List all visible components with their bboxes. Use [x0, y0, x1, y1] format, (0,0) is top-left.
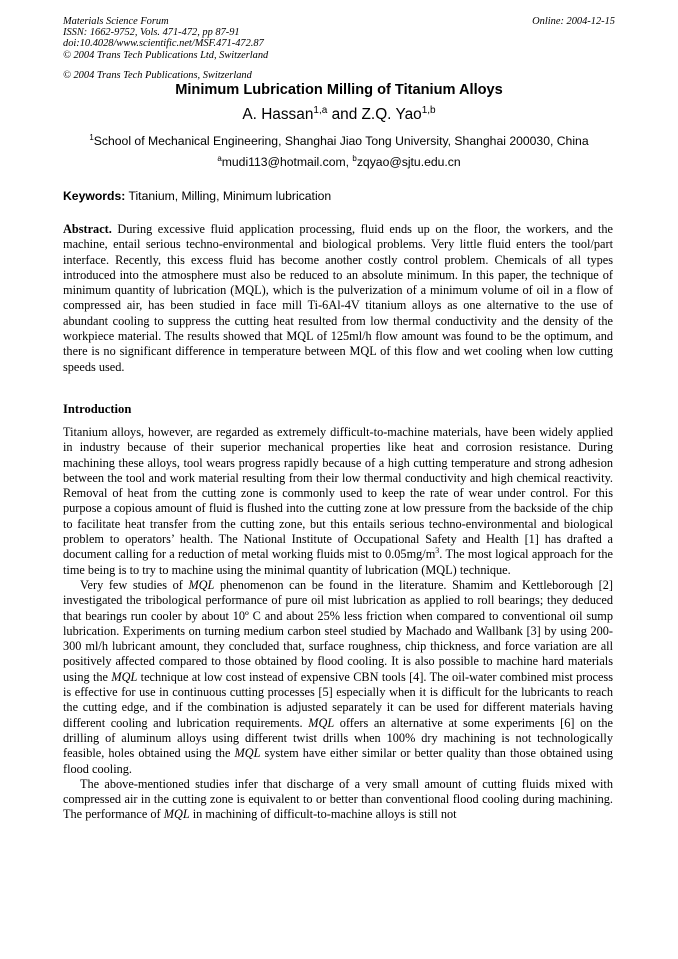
mql-term: MQL [111, 669, 138, 684]
abstract-text: During excessive fluid application processing, fluid ends up on the floor, the workers, and the machine, entail serious techno-environmental and biological problems. Very little fluid enters the tool/part interface. Recently, this excess fluid has become another costly control problem. Chemicals of all types introduced into the atmosphere must also be reduced to an absolute minimum. In this paper, the technique of minimum quantity of lubrication (MQL), which is the pulverization of a minimum volume of oil in a flow of compressed air, has been studied in face mill Ti-6Al-4V titanium alloys as one alternative to the use of abundant cooling to suppress the cutting heat resulted from low thermal conductivity and the density of the workpiece material. The results showed that MQL of 125ml/h flow amount was found to be the optimum, and there is no significant difference in temperature between MQL of this flow and wet cooling when low cutting speeds used. [63, 222, 613, 374]
intro-p2-text-3: technique at low cost instead of expensive CBN tools [4]. The oil-water combined mist process is effective for use in continuous cutting processes [5] especially when it is difficult for the lubricants to reach the cutting edge, and if the combination is adjusted separately it can be used for different materials having different cooling and lubrication requirements. [63, 669, 614, 730]
email-line [0, 155, 678, 169]
author-2-sup: 1,b [421, 104, 436, 116]
introduction-body [63, 425, 613, 823]
intro-p2-text-1: Very few studies of [80, 577, 189, 592]
abstract [63, 222, 613, 375]
journal-header [63, 16, 268, 61]
intro-paragraph-3 [63, 777, 613, 823]
paper-title: Minimum Lubrication Milling of Titanium Alloys [175, 82, 503, 98]
intro-paragraph-2 [63, 578, 613, 777]
author-line [0, 106, 678, 124]
intro-p3-text-1: The above-mentioned studies infer that discharge of a very small amount of cutting fluids mixed with compressed air in the cutting zone is equivalent to or better than conventional flood cooling during machining. The performance of [63, 776, 613, 822]
intro-p1-sup: 3 [435, 546, 440, 556]
mql-term: MQL [308, 715, 335, 730]
affiliation-text: School of Mechanical Engineering, Shanghai Jiao Tong University, Shanghai 200030, China [93, 134, 589, 148]
intro-p3-text-2: in machining of difficult-to-machine alloys is still not [189, 807, 457, 822]
keywords-text: Titanium, Milling, Minimum lubrication [125, 189, 332, 203]
keywords-label: Keywords: [63, 189, 126, 203]
email-b: zqyao@sjtu.edu.cn [356, 155, 461, 169]
copyright-line-1: © 2004 Trans Tech Publications Ltd, Switzerland [63, 49, 269, 61]
online-date: Online: 2004-12-15 [532, 16, 615, 27]
author-2: Z.Q. Yao [361, 106, 422, 123]
email-a: mudi113@hotmail.com, [221, 155, 353, 169]
mql-term: MQL [163, 807, 190, 822]
intro-p2-text-5: system have either similar or better quality than those obtained using flood cooling. [63, 746, 614, 776]
journal-name: Materials Science Forum [63, 16, 169, 27]
abstract-label: Abstract. [63, 222, 112, 236]
email-b-sup: b [352, 153, 357, 163]
intro-paragraph-1 [63, 425, 613, 578]
mql-term: MQL [234, 746, 261, 761]
doi-line: doi:10.4028/www.scientific.net/MSF.471-472.87 [63, 38, 264, 50]
intro-p1-text-a: Titanium alloys, however, are regarded as extremely difficult-to-machine materials, have been widely applied in industry because of their superior mechanical properties like heat and corrosion resistance. During machining these alloys, tool wears progress rapidly because of a high cutting temperature and strong adhesion between the tool and work material resulting from their low thermal conductivity and high chemical reactivity. Removal of heat from the cutting zone is commonly used to keep the rate of wear under control. For this purpose a copious amount of fluid is flushed into the cutting zone at low pressure from the backside of the chip to facilitate heat transfer from the cutting zone, but this entails serious techno-environmental and biological problem to operators’ health. The National Institute of Occupational Safety and Health [1] has drafted a document calling for a reduction of metal working fluids mist to 0.05mg/m [63, 425, 613, 562]
author-1: A. Hassan [242, 106, 314, 123]
mql-term: MQL [188, 577, 215, 592]
introduction-heading: Introduction [63, 402, 132, 416]
keywords [63, 189, 331, 203]
affiliation [0, 134, 678, 148]
intro-p2-text-2: phenomenon can be found in the literature. Shamim and Kettleborough [2] investigated the tribological performance of pure oil mist lubrication as applied to roll bearings; they deduced that bearings run cooler by about 10º C and about 25% less friction when compared to conventional oil sump lubrication. Experiments on turning medium carbon steel studied by Machado and Wallbank [3] by using 200-300 ml/h lubricant amount, they concluded that, surface roughness, chip thickness, and force variation are all positively affected compared to those obtained by flood cooling. It is also possible to machine hard materials using the [63, 577, 613, 684]
author-1-sup: 1,a [313, 104, 328, 116]
author-and: and [327, 106, 362, 123]
intro-p2-text-4: offers an alternative at some experiments [6] on the drilling of aluminum alloys using different twist drills when 100% dry machining is not technologically feasible, holes obtained using the [63, 715, 613, 761]
email-a-sup: a [217, 153, 222, 163]
affiliation-sup: 1 [89, 132, 94, 142]
copyright-line-2: © 2004 Trans Tech Publications, Switzerland [63, 70, 252, 81]
issn-line: ISSN: 1662-9752, Vols. 471-472, pp 87-91 [63, 27, 240, 39]
intro-p1-text-b: . The most logical approach for the time being is to try to machine using the minimal quantity of lubrication (MQL) technique. [63, 547, 613, 577]
